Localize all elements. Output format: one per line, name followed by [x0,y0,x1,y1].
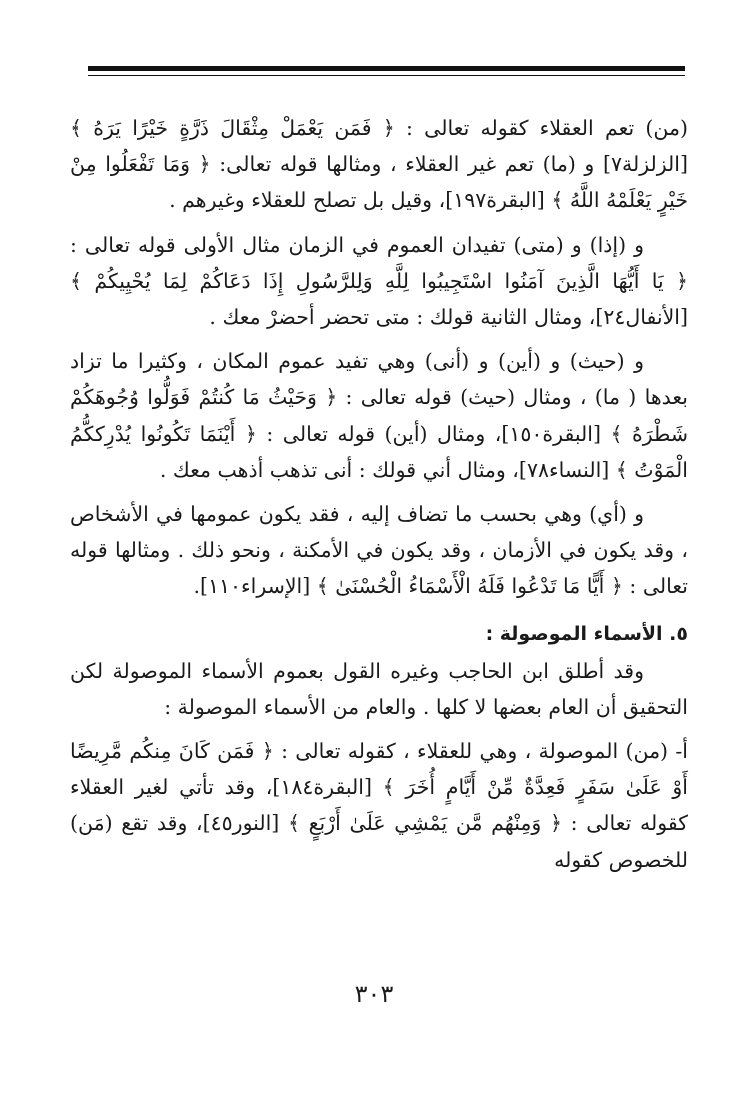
section-heading: ٥. الأسماء الموصولة : [485,622,688,645]
paragraph-idha-mata: و (إذا) و (متى) تفيدان العموم في الزمان مثال الأولى قوله تعالى : ﴿ يَا أَيُّهَا الَّذِينَ آمَنُوا اسْتَجِيبُوا لِلَّهِ وَلِلرَّسُولِ إِذَا دَعَاكُمْ لِمَا يُحْيِيكُمْ ﴾ [الأنفال٢٤]، ومثال الثانية قولك : متى تحضر أحضرْ معك . [70,232,688,330]
paragraph-man-ma: (من) تعم العقلاء كقوله تعالى : ﴿ فَمَن يَعْمَلْ مِثْقَالَ ذَرَّةٍ خَيْرًا يَرَهُ ﴾ [الزلزلة٧] و (ما) تعم غير العقلاء ، ومثالها قوله تعالى: ﴿ وَمَا تَفْعَلُوا مِنْ خَيْرٍ يَعْلَمْهُ اللَّهُ ﴾ [البقرة١٩٧]، وقيل بل تصلح للعقلاء وغيرهم . [70,116,688,213]
header-rule-thick [88,66,685,71]
paragraph-alif-man: أ- (من) الموصولة ، وهي للعقلاء ، كقوله تعالى : ﴿ فَمَن كَانَ مِنكُم مَّرِيضًا أَوْ عَلَىٰ سَفَرٍ فَعِدَّةٌ مِّنْ أَيَّامٍ أُخَرَ ﴾ [البقرة١٨٤]، وقد تأتي لغير العقلاء كقوله تعالى : ﴿ وَمِنْهُم مَّن يَمْشِي عَلَىٰ أَرْبَعٍ ﴾ [النور٤٥]، وقد تقع (مَن) للخصوص كقوله [70,739,689,872]
page-number: ٣٠٣ [354,980,394,1008]
page-body [70,110,688,878]
paragraph-relative-nouns: وقد أطلق ابن الحاجب وغيره القول بعموم الأسماء الموصولة لكن التحقيق أن العام بعضها لا كلها . والعام من الأسماء الموصولة : [70,658,688,719]
header-rule-thin [88,75,685,76]
paragraph-haythu-ayna-anna: و (حيث) و (أين) و (أنى) وهي تفيد عموم المكان ، وكثيرا ما تزاد بعدها ( ما) ، ومثال (حيث) قوله تعالى : ﴿ وَحَيْثُ مَا كُنتُمْ فَوَلُّوا وُجُوهَكُمْ شَطْرَهُ ﴾ [البقرة١٥٠]، ومثال (أين) قوله تعالى : ﴿ أَيْنَمَا تَكُونُوا يُدْرِككُّمُ الْمَوْتُ ﴾ [النساء٧٨]، ومثال أني قولك : أنى تذهب أذهب معك . [70,349,688,482]
paragraph-ayy: و (أي) وهي بحسب ما تضاف إليه ، فقد يكون عمومها في الأشخاص ، وقد يكون في الأزمان ، وقد يكون في الأمكنة ، ونحو ذلك . ومثالها قوله تعالى : ﴿ أَيًّا مَا تَدْعُوا فَلَهُ الْأَسْمَاءُ الْحُسْنَىٰ ﴾ [الإسراء١١٠]. [70,502,688,599]
